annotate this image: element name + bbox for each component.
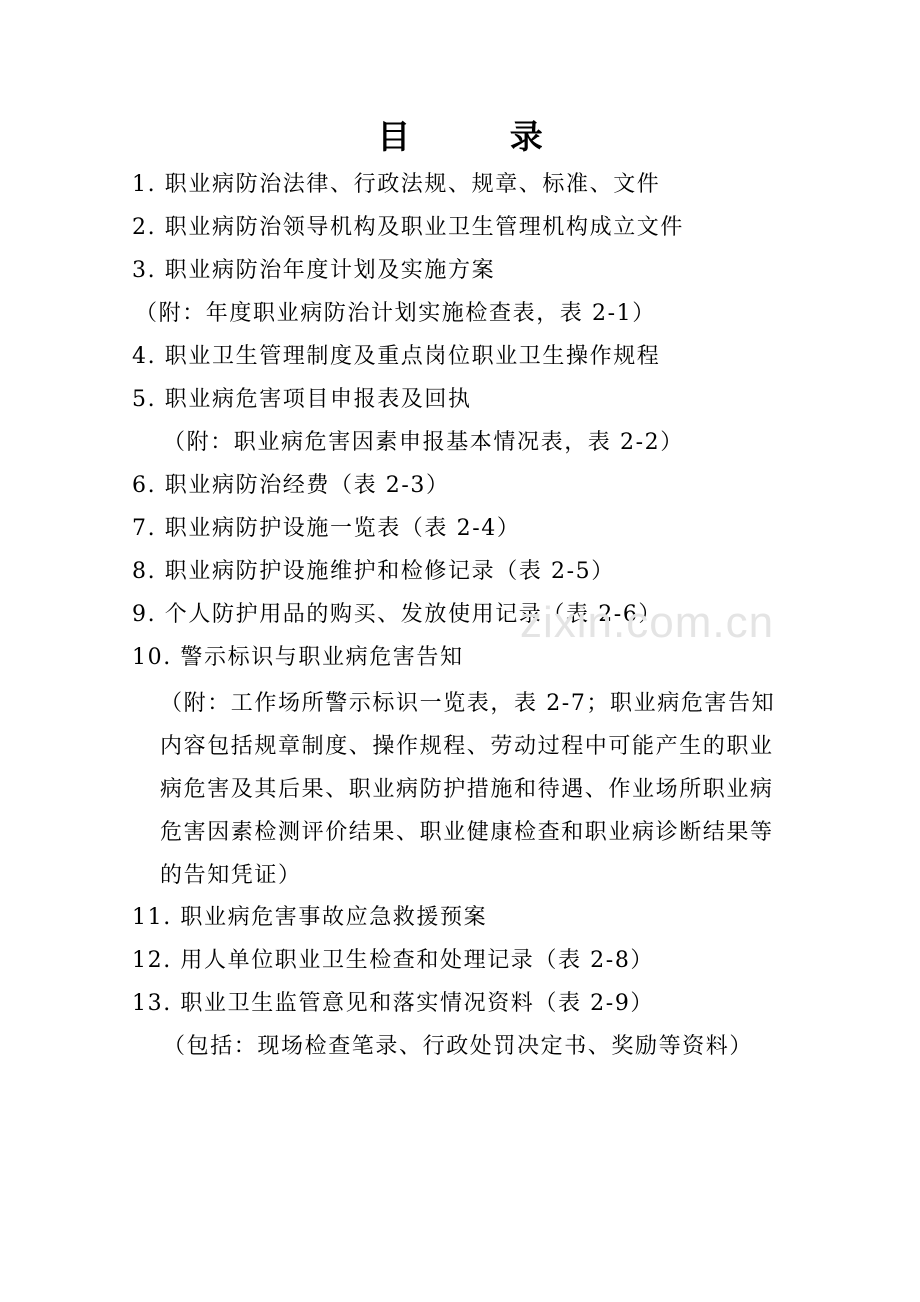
toc-item-11 xyxy=(132,903,487,933)
toc-item-12 xyxy=(132,946,654,976)
toc-item-number: 3. xyxy=(132,258,157,283)
toc-item-number: 8. xyxy=(132,559,157,584)
toc-item-note-text: （附：职业病危害因素申报基本情况表，表 2-2） xyxy=(163,430,684,455)
toc-item-10 xyxy=(132,643,464,673)
toc-item-6 xyxy=(132,471,450,501)
toc-item-13-note xyxy=(163,1032,753,1062)
toc-item-number: 13. xyxy=(132,991,172,1016)
toc-item-number: 1. xyxy=(132,172,157,197)
toc-item-text: 用人单位职业卫生检查和处理记录（表 2-8） xyxy=(180,948,655,973)
toc-item-text: 职业病防治领导机构及职业卫生管理机构成立文件 xyxy=(164,215,684,240)
toc-item-4 xyxy=(132,342,660,372)
toc-item-note-text: （附：工作场所警示标识一览表，表 2-7；职业病危害告知内容包括规章制度、操作规程、劳动过程中可能产生的职业病危害及其后果、职业病防护措施和待遇、作业场所职业病危害因素检测评价结果、职业健康检查和职业病诊断结果等的告知凭证） xyxy=(160,691,776,888)
toc-item-number: 7. xyxy=(132,516,157,541)
toc-item-2 xyxy=(132,213,684,243)
toc-item-note-text: （包括：现场检查笔录、行政处罚决定书、奖励等资料） xyxy=(163,1034,754,1059)
toc-item-note-text: （附：年度职业病防治计划实施检查表，表 2-1） xyxy=(135,301,656,326)
toc-item-text: 职业病防护设施一览表（表 2-4） xyxy=(164,516,521,541)
toc-item-13 xyxy=(132,989,654,1019)
toc-item-number: 5. xyxy=(132,387,157,412)
toc-item-text: 警示标识与职业病危害告知 xyxy=(180,645,464,670)
toc-item-number: 10. xyxy=(132,645,172,670)
toc-item-text: 职业病危害项目申报表及回执 xyxy=(164,387,472,412)
toc-item-5 xyxy=(132,385,472,415)
toc-item-text: 职业病防治经费（表 2-3） xyxy=(164,473,450,498)
toc-item-number: 6. xyxy=(132,473,157,498)
page-title: 目 录 xyxy=(377,117,587,156)
toc-item-text: 职业病危害事故应急救援预案 xyxy=(180,905,488,930)
toc-item-3-note xyxy=(135,299,656,329)
watermark-text: zixin.com.cn xyxy=(520,598,775,647)
toc-item-number: 9. xyxy=(132,602,157,627)
toc-item-number: 4. xyxy=(132,344,157,369)
toc-item-text: 职业卫生监管意见和落实情况资料（表 2-9） xyxy=(180,991,655,1016)
toc-item-text: 个人防护用品的购买、发放使用记录（表 2-6） xyxy=(164,602,663,627)
toc-item-8 xyxy=(132,557,615,587)
toc-item-5-note xyxy=(163,428,684,458)
toc-item-1 xyxy=(132,170,660,200)
toc-item-text: 职业病防护设施维护和检修记录（表 2-5） xyxy=(164,559,615,584)
toc-item-10-note xyxy=(132,682,792,897)
toc-item-number: 12. xyxy=(132,948,172,973)
toc-item-7 xyxy=(132,514,520,544)
toc-item-text: 职业卫生管理制度及重点岗位职业卫生操作规程 xyxy=(164,344,661,369)
toc-item-number: 11. xyxy=(132,905,172,930)
toc-item-text: 职业病防治年度计划及实施方案 xyxy=(164,258,496,283)
toc-item-text: 职业病防治法律、行政法规、规章、标准、文件 xyxy=(164,172,661,197)
toc-item-3 xyxy=(132,256,495,286)
toc-item-number: 2. xyxy=(132,215,157,240)
